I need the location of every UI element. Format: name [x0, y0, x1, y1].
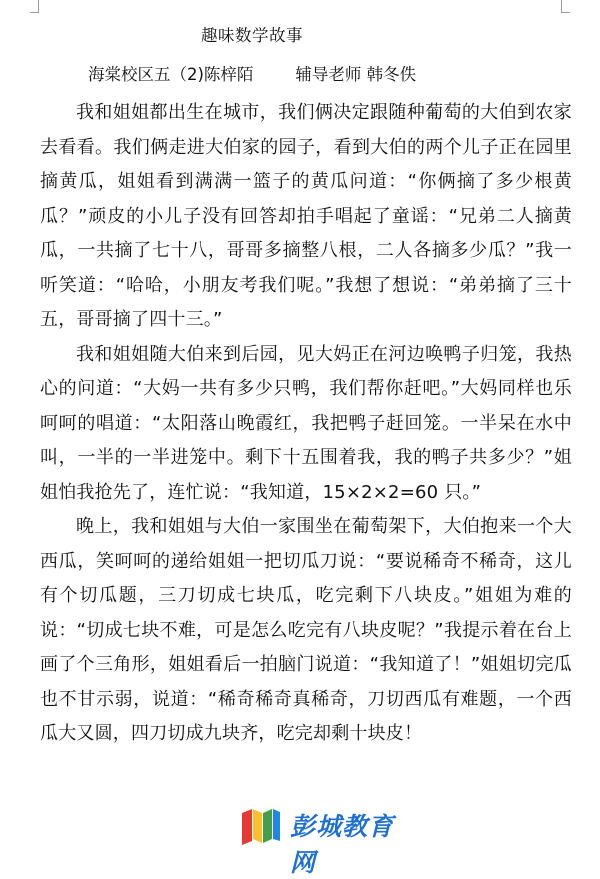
books-logo-icon — [238, 803, 282, 847]
watermark-logo — [238, 803, 418, 877]
watermark-text: 彭城教育网 — [290, 812, 395, 877]
page-corner-mark-left — [30, 0, 39, 13]
author-byline: 海棠校区五（2)陈梓陌 辅导老师 韩冬佚 — [88, 65, 417, 84]
paragraph-cucumbers: 我和姐姐都出生在城市，我们俩决定跟随种葡萄的大伯到农家去看看。我们俩走进大伯家的园子，看到大伯的两个儿子正在园里摘黄瓜，姐姐看到满满一篮子的黄瓜问道：“你俩摘了多少根黄瓜？”顽皮的小儿子没有回答却拍手唱起了童谣：“兄弟二人摘黄瓜，一共摘了七十八，哥哥多摘整八根，二人各摘多少瓜？”我一听笑道：“哈哈，小朋友考我们呢。”我想了想说：“弟弟摘了三十五，哥哥摘了四十三。” — [40, 102, 572, 330]
page-corner-mark-right — [561, 0, 570, 13]
document-body — [40, 96, 572, 752]
paragraph-watermelon: 晚上，我和姐姐与大伯一家围坐在葡萄架下，大伯抱来一个大西瓜，笑呵呵的递给姐姐一把切瓜刀说：“要说稀奇不稀奇，这儿有个切瓜题，三刀切成七块瓜，吃完剩下八块皮。”姐姐为难的说：“切成七块不难，可是怎么吃完有八块皮呢？”我提示着在台上画了个三角形，姐姐看后一拍脑门说道：“我知道了！”姐姐切完瓜也不甘示弱，说道：“稀奇稀奇真稀奇，刀切西瓜有难题，一个西瓜大又圆，四刀切成九块齐，吃完却剩十块皮！ — [40, 516, 572, 744]
document-title: 趣味数学故事 — [201, 26, 303, 45]
paragraph-ducks: 我和姐姐随大伯来到后园，见大妈正在河边唤鸭子归笼，我热心的问道：“大妈一共有多少只鸭，我们帮你赶吧。”大妈同样也乐呵呵的唱道：“太阳落山晚霞红，我把鸭子赶回笼。一半呆在水中叫，一半的一半进笼中。剩下十五围着我，我的鸭子共多少？”姐姐怕我抢先了，连忙说：“我知道，15×2×2=60 只。” — [40, 343, 572, 503]
